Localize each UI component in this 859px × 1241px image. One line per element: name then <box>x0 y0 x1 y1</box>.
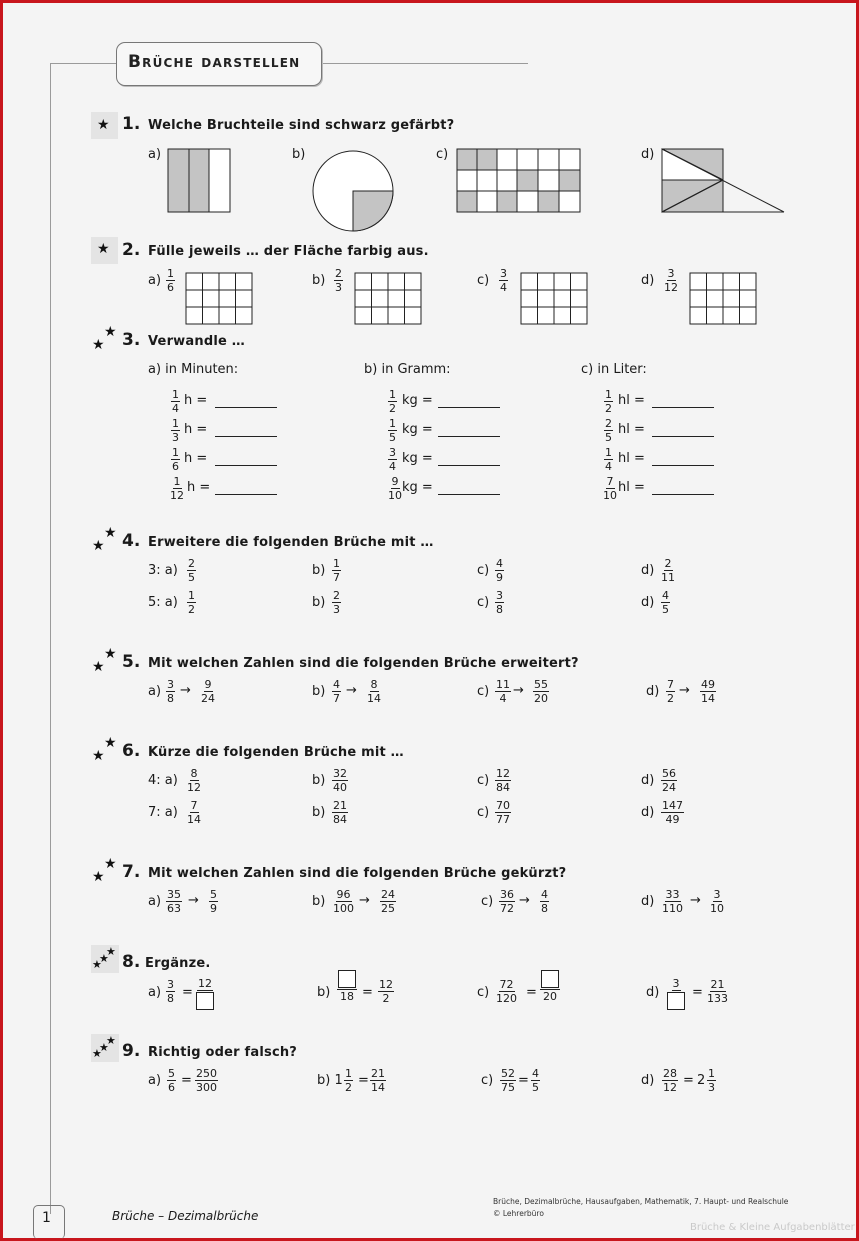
equals-sign: = <box>692 985 703 1000</box>
equals-sign: = <box>182 985 193 1000</box>
unit-label: h = <box>184 422 208 437</box>
unit-label: h = <box>187 480 211 495</box>
equals-sign: = <box>518 1073 529 1088</box>
numerator: 9 <box>391 475 399 488</box>
task-number: 4. <box>122 531 141 551</box>
denominator: 24 <box>662 781 676 794</box>
task-number: 2. <box>122 240 141 260</box>
unit-label: h = <box>184 393 208 408</box>
watermark: Brüche & Kleine Aufgabenblätter <box>690 1222 855 1233</box>
fraction <box>166 889 182 914</box>
difficulty-badge <box>91 325 119 353</box>
fraction <box>700 679 716 704</box>
credit-line: © Lehrerbüro <box>493 1209 544 1218</box>
denominator: 77 <box>496 813 510 826</box>
denominator: 4 <box>172 402 179 415</box>
numerator: 70 <box>496 799 510 812</box>
item-label: d) <box>641 894 655 909</box>
item-label: a) <box>148 985 162 1000</box>
numerator: 7 <box>190 799 198 812</box>
fraction <box>187 590 196 615</box>
numerator: 7 <box>606 475 614 488</box>
denominator: 10 <box>603 489 617 502</box>
fraction <box>661 590 670 615</box>
task-question: Kürze die folgenden Brüche mit … <box>148 745 404 760</box>
task-number: 8. <box>122 952 141 972</box>
fraction <box>388 418 397 443</box>
fraction <box>604 447 613 472</box>
denominator: 2 <box>667 692 674 705</box>
task-number: 7. <box>122 862 141 882</box>
star-icon: ★ <box>92 659 105 675</box>
difficulty-badge <box>91 526 119 554</box>
numerator: 1 <box>188 589 195 602</box>
answer-line[interactable] <box>652 436 714 437</box>
numerator: 12 <box>496 767 510 780</box>
answer-box[interactable] <box>667 992 685 1010</box>
equals-sign: = <box>358 1073 369 1088</box>
fraction <box>388 447 397 472</box>
fraction <box>332 590 341 615</box>
star-icon: ★ <box>99 1041 109 1054</box>
star-icon: ★ <box>92 1047 102 1060</box>
numerator: 2 <box>333 589 340 602</box>
numerator: 8 <box>190 767 198 780</box>
task-question: Richtig oder falsch? <box>148 1045 298 1060</box>
numerator: 3 <box>713 888 721 901</box>
arrow-icon: → <box>188 893 199 908</box>
fraction-blank-numerator: 20 <box>540 970 560 1002</box>
task-question: Verwandle … <box>148 334 245 349</box>
denominator: 8 <box>496 603 503 616</box>
numerator: 1 <box>389 388 396 401</box>
item-label: b) <box>312 273 326 288</box>
numerator: 7 <box>667 678 674 691</box>
item-label: d) <box>646 985 660 1000</box>
task-question: Mit welchen Zahlen sind die folgenden Brüche erweitert? <box>148 656 579 671</box>
denominator: 14 <box>367 692 381 705</box>
fraction <box>661 800 684 825</box>
fraction <box>332 558 341 583</box>
fraction <box>333 889 354 914</box>
equals-sign: = <box>683 1073 694 1088</box>
grid-c <box>521 273 587 324</box>
item-label: c) <box>481 894 494 909</box>
arrow-icon: → <box>679 683 690 698</box>
item-label: d) <box>641 273 655 288</box>
numerator: 3 <box>167 678 174 691</box>
numerator: 3 <box>389 446 396 459</box>
denominator: 3 <box>333 603 340 616</box>
task-number: 5. <box>122 652 141 672</box>
answer-line[interactable] <box>215 465 277 466</box>
column-label: a) in Minuten: <box>148 362 239 377</box>
star-icon: ★ <box>92 869 105 885</box>
numerator: 2 <box>664 557 672 570</box>
grid-d <box>690 273 756 324</box>
denominator: 84 <box>333 813 347 826</box>
task-question: Welche Bruchteile sind schwarz gefärbt? <box>148 118 455 133</box>
fraction: $\frac{1}{2}$ <box>345 1067 352 1094</box>
denominator: 2 <box>389 402 396 415</box>
fraction <box>604 389 613 414</box>
numerator: 1 <box>605 388 612 401</box>
fraction: $\frac{250}{300}$ <box>196 1067 217 1094</box>
fraction: $\frac{72}{120}$ <box>496 978 517 1005</box>
unit-label: hl = <box>618 422 645 437</box>
numerator: 24 <box>381 888 395 901</box>
denominator: 4 <box>605 460 612 473</box>
column-label: b) in Gramm: <box>364 362 451 377</box>
fraction: $\frac{3}{12}$ <box>664 267 678 294</box>
difficulty-badge <box>91 945 119 973</box>
task-number: 6. <box>122 741 141 761</box>
numerator: 4 <box>541 888 548 901</box>
arrow-icon: → <box>513 683 524 698</box>
answer-line[interactable] <box>438 407 500 408</box>
item-label: c) <box>477 773 490 788</box>
task-question: Fülle jeweils … der Fläche farbig aus. <box>148 244 429 259</box>
item-label: d) <box>641 147 655 162</box>
unit-label: kg = <box>402 393 433 408</box>
item-label: a) <box>148 147 162 162</box>
item-label: a) <box>148 273 162 288</box>
numerator: 1 <box>172 388 179 401</box>
fraction <box>209 889 218 914</box>
item-label: b) <box>292 147 306 162</box>
fraction <box>710 889 724 914</box>
unit-label: h = <box>184 451 208 466</box>
numerator: 33 <box>665 888 680 901</box>
whole-number: 2 <box>697 1073 706 1088</box>
numerator: 3 <box>496 589 503 602</box>
star-icon: ★ <box>92 748 105 764</box>
fraction <box>187 800 201 825</box>
equals-sign: = <box>181 1073 192 1088</box>
denominator: 25 <box>381 902 395 915</box>
denominator: 72 <box>500 902 514 915</box>
fraction: $\frac{52}{75}$ <box>501 1067 515 1094</box>
numerator: 2 <box>188 557 195 570</box>
fraction: $\frac{2}{3}$ <box>335 267 342 294</box>
fraction: $\frac{21}{14}$ <box>371 1067 385 1094</box>
fraction <box>201 679 215 704</box>
item-label: b) <box>312 563 326 578</box>
numerator: 8 <box>370 678 378 691</box>
item-label: c) <box>477 563 490 578</box>
denominator: 3 <box>172 431 179 444</box>
task-question: Mit welchen Zahlen sind die folgenden Brüche gekürzt? <box>148 866 567 881</box>
grid-a <box>186 273 252 324</box>
denominator: 6 <box>172 460 179 473</box>
denominator: 84 <box>496 781 510 794</box>
denominator: 7 <box>333 692 340 705</box>
fraction <box>540 889 549 914</box>
arrow-icon: → <box>519 893 530 908</box>
item-label: d) <box>641 805 655 820</box>
item-label: c) <box>477 985 490 1000</box>
answer-line[interactable] <box>215 407 277 408</box>
answer-line[interactable] <box>438 436 500 437</box>
numerator: 11 <box>496 678 510 691</box>
denominator: 5 <box>605 431 612 444</box>
fraction: $\frac{12}{2}$ <box>379 978 393 1005</box>
unit-label: hl = <box>618 480 645 495</box>
arrow-icon: → <box>346 683 357 698</box>
item-label: b) <box>312 894 326 909</box>
star-icon: ★ <box>99 952 109 965</box>
fraction: $\frac{1}{3}$ <box>708 1067 715 1094</box>
star-icon: ★ <box>97 241 110 257</box>
fraction <box>495 800 511 825</box>
star-icon: ★ <box>106 1034 116 1047</box>
page-title: Brüche darstellen <box>128 52 301 72</box>
fraction <box>187 558 196 583</box>
fraction <box>380 889 396 914</box>
denominator: 4 <box>389 460 396 473</box>
item-label: c) <box>481 1073 494 1088</box>
denominator: 4 <box>499 692 507 705</box>
arrow-icon: → <box>359 893 370 908</box>
item-label: d) <box>641 595 655 610</box>
difficulty-badge <box>91 1034 119 1062</box>
item-label: 7: a) <box>148 805 178 820</box>
answer-line[interactable] <box>438 494 500 495</box>
numerator: 32 <box>333 767 347 780</box>
unit-label: hl = <box>618 393 645 408</box>
fraction: $\frac{4}{5}$ <box>532 1067 539 1094</box>
unit-label: kg = <box>402 480 433 495</box>
fraction: $\frac{28}{12}$ <box>663 1067 677 1094</box>
fraction: $\frac{5}{6}$ <box>168 1067 175 1094</box>
answer-line[interactable] <box>652 407 714 408</box>
denominator: 63 <box>167 902 181 915</box>
denominator: 11 <box>661 571 675 584</box>
numerator: 1 <box>333 557 340 570</box>
numerator: 35 <box>167 888 181 901</box>
numerator: 4 <box>496 557 503 570</box>
denominator: 14 <box>701 692 715 705</box>
fraction <box>495 768 511 793</box>
fraction <box>666 679 675 704</box>
difficulty-badge <box>91 736 119 764</box>
numerator: 36 <box>500 888 514 901</box>
item-label: a) <box>148 684 162 699</box>
fraction <box>662 889 683 914</box>
task-question: Ergänze. <box>145 956 211 971</box>
fraction <box>171 389 180 414</box>
column-label: c) in Liter: <box>581 362 647 377</box>
fraction <box>187 768 201 793</box>
star-icon: ★ <box>104 525 117 541</box>
footer-title: Brüche – Dezimalbrüche <box>112 1209 259 1223</box>
equals-sign: = <box>526 985 537 1000</box>
denominator: 8 <box>541 902 548 915</box>
arrow-icon: → <box>690 893 701 908</box>
item-label: 5: a) <box>148 595 178 610</box>
denominator: 2 <box>605 402 612 415</box>
item-label: c) <box>477 684 490 699</box>
denominator: 2 <box>188 603 195 616</box>
denominator: 5 <box>662 603 669 616</box>
numerator: 2 <box>605 417 612 430</box>
fraction <box>495 679 511 704</box>
item-label: b) <box>312 773 326 788</box>
item-label: c) <box>436 147 449 162</box>
denominator: 7 <box>333 571 340 584</box>
item-label: c) <box>477 805 490 820</box>
item-label: a) <box>148 894 162 909</box>
answer-line[interactable] <box>215 436 277 437</box>
denominator: 40 <box>333 781 347 794</box>
fraction: $\frac{3}{4}$ <box>500 267 507 294</box>
numerator: 55 <box>534 678 548 691</box>
numerator: 5 <box>210 888 217 901</box>
fraction <box>171 418 180 443</box>
denominator: 20 <box>534 692 548 705</box>
fraction <box>332 679 341 704</box>
answer-box[interactable] <box>541 970 559 988</box>
denominator: 49 <box>665 813 680 826</box>
fraction <box>495 590 504 615</box>
difficulty-badge <box>91 647 119 675</box>
fraction <box>166 679 175 704</box>
numerator: 9 <box>204 678 212 691</box>
item-label: c) <box>477 595 490 610</box>
fraction <box>388 389 397 414</box>
fraction: $\frac{21}{133}$ <box>707 978 728 1005</box>
item-label: d) <box>646 684 660 699</box>
numerator: 4 <box>662 589 669 602</box>
fraction <box>332 768 348 793</box>
denominator: 14 <box>187 813 201 826</box>
denominator: 10 <box>710 902 724 915</box>
arrow-icon: → <box>180 683 191 698</box>
item-label: d) <box>641 773 655 788</box>
unit-label: kg = <box>402 422 433 437</box>
numerator: 96 <box>336 888 351 901</box>
fraction <box>533 679 549 704</box>
star-icon: ★ <box>92 958 102 971</box>
fraction <box>661 768 677 793</box>
denominator: 24 <box>201 692 215 705</box>
denominator: 12 <box>170 489 184 502</box>
difficulty-badge <box>91 857 119 885</box>
numerator: 21 <box>333 799 347 812</box>
star-icon: ★ <box>92 538 105 554</box>
answer-line[interactable] <box>652 465 714 466</box>
numerator: 56 <box>662 767 676 780</box>
numerator: 4 <box>333 678 340 691</box>
unit-label: kg = <box>402 451 433 466</box>
star-icon: ★ <box>104 324 117 340</box>
item-label: b) 1 <box>317 1073 343 1088</box>
fraction-blank-denominator: 12 <box>196 978 214 1010</box>
item-label: d) <box>641 1073 655 1088</box>
fraction <box>495 558 504 583</box>
item-label: b) <box>312 805 326 820</box>
denominator: 8 <box>167 692 174 705</box>
task2-grids[interactable] <box>0 0 859 330</box>
fraction <box>661 558 675 583</box>
fraction <box>388 476 402 501</box>
fraction <box>499 889 515 914</box>
footer-credit <box>493 1196 788 1220</box>
item-label: b) <box>312 595 326 610</box>
denominator: 5 <box>188 571 195 584</box>
numerator: 1 <box>605 446 612 459</box>
unit-label: hl = <box>618 451 645 466</box>
task-question: Erweitere die folgenden Brüche mit … <box>148 535 434 550</box>
fraction <box>170 476 184 501</box>
equals-sign: = <box>362 985 373 1000</box>
denominator: 110 <box>662 902 683 915</box>
page-number: 1 <box>42 1210 51 1226</box>
star-icon: ★ <box>106 945 116 958</box>
denominator: 10 <box>388 489 402 502</box>
item-label: a) <box>148 1073 162 1088</box>
task-number: 9. <box>122 1041 141 1061</box>
task-number: 3. <box>122 330 141 350</box>
star-icon: ★ <box>92 337 105 353</box>
fraction <box>332 800 348 825</box>
item-label: 4: a) <box>148 773 178 788</box>
denominator: 5 <box>389 431 396 444</box>
task-number: 1. <box>122 114 141 134</box>
fraction-blank-denominator: 3 <box>667 978 685 1010</box>
fraction-blank-numerator: 18 <box>337 970 357 1002</box>
grid-b <box>355 273 421 324</box>
numerator: 49 <box>701 678 715 691</box>
item-label: b) <box>312 684 326 699</box>
star-icon: ★ <box>104 735 117 751</box>
item-label: b) <box>317 985 331 1000</box>
item-label: d) <box>641 563 655 578</box>
numerator: 1 <box>172 417 179 430</box>
fraction <box>604 418 613 443</box>
fraction <box>603 476 617 501</box>
answer-line[interactable] <box>652 494 714 495</box>
item-label: 3: a) <box>148 563 178 578</box>
answer-box[interactable] <box>338 970 356 988</box>
fraction: $\frac{3}{8}$ <box>167 978 174 1005</box>
answer-line[interactable] <box>215 494 277 495</box>
denominator: 9 <box>210 902 217 915</box>
fraction: $\frac{1}{6}$ <box>167 267 174 294</box>
numerator: 1 <box>172 446 179 459</box>
numerator: 147 <box>662 799 683 812</box>
credit-line: Brüche, Dezimalbrüche, Hausaufgaben, Mathematik, 7. Haupt- und Realschule <box>493 1197 789 1206</box>
fraction <box>367 679 381 704</box>
answer-line[interactable] <box>438 465 500 466</box>
denominator: 12 <box>187 781 201 794</box>
answer-box[interactable] <box>196 992 214 1010</box>
star-icon: ★ <box>104 856 117 872</box>
item-label: c) <box>477 273 490 288</box>
numerator: 1 <box>389 417 396 430</box>
denominator: 9 <box>496 571 503 584</box>
star-icon: ★ <box>97 117 110 133</box>
star-icon: ★ <box>104 646 117 662</box>
fraction <box>171 447 180 472</box>
numerator: 1 <box>173 475 181 488</box>
denominator: 100 <box>333 902 354 915</box>
